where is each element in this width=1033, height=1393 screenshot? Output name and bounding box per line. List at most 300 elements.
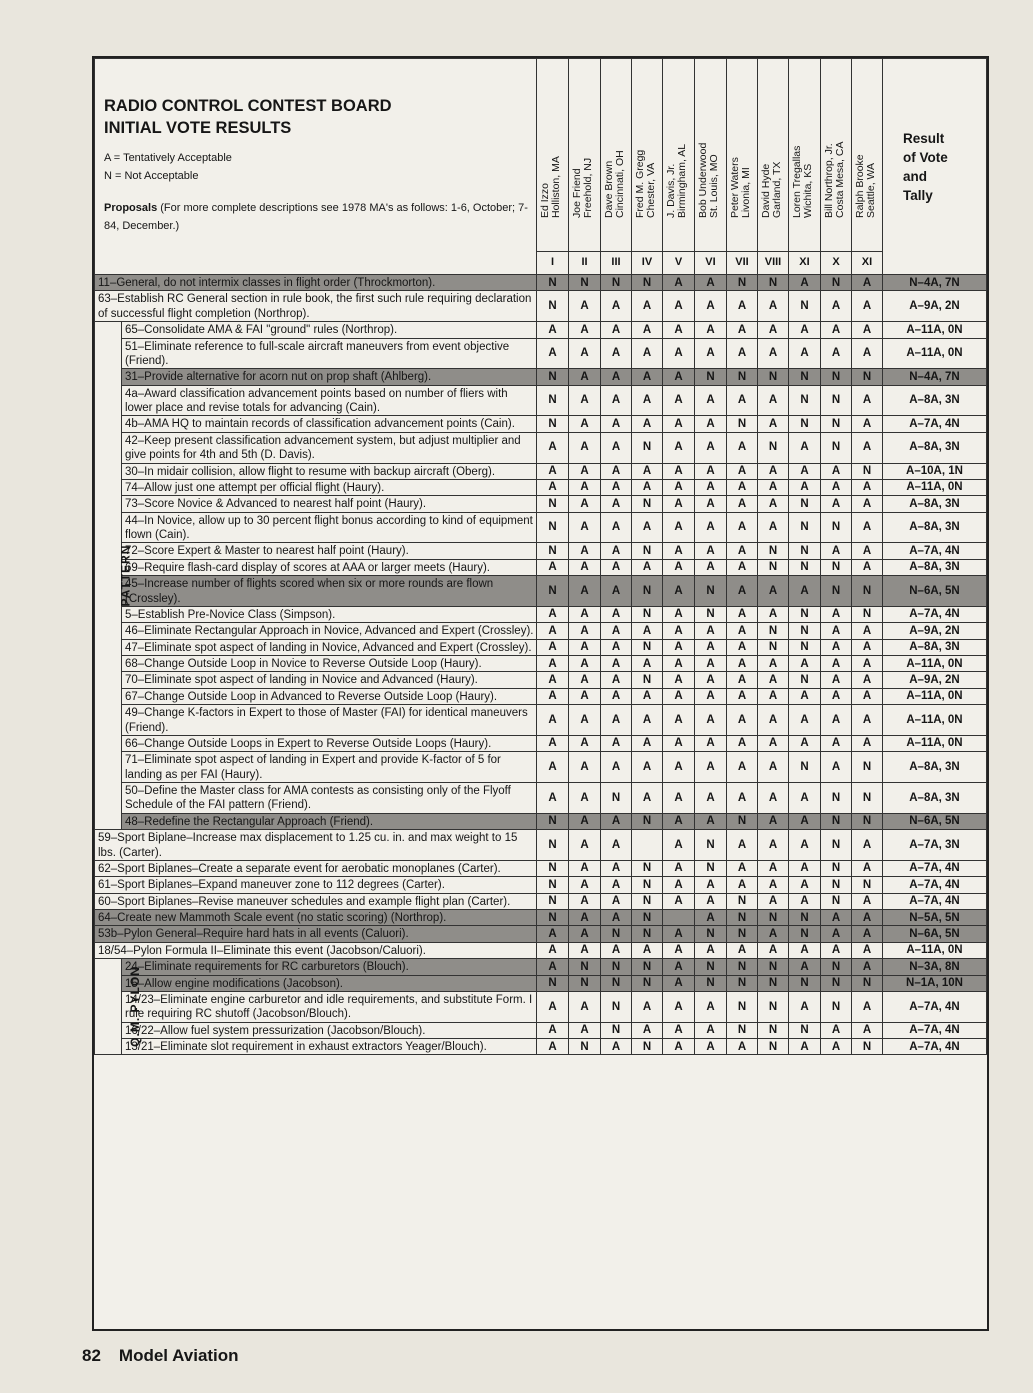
vote-cell: A [695, 496, 727, 512]
proposal-rows [95, 275, 987, 1055]
vote-cell: A [789, 942, 821, 958]
vote-cell: A [663, 322, 695, 338]
judge-number: III [601, 252, 632, 275]
judge-name-location [666, 86, 688, 218]
vote-cell: A [695, 877, 727, 893]
vote-cell: A [632, 942, 663, 958]
judge-name-location [824, 86, 846, 218]
vote-cell: A [695, 910, 727, 926]
vote-cell: A [601, 543, 632, 559]
vote-cell: A [569, 291, 601, 322]
vote-cell: A [727, 942, 758, 958]
vote-cell: A [601, 942, 632, 958]
result-tally: A–8A, 3N [883, 432, 987, 463]
proposal-text: 15–Allow engine modifications (Jacobson). [122, 975, 537, 991]
vote-cell: N [727, 369, 758, 385]
vote-cell: N [789, 543, 821, 559]
vote-cell: A [852, 860, 883, 876]
vote-cell: N [758, 432, 789, 463]
vote-cell: A [758, 576, 789, 607]
vote-cell: A [852, 688, 883, 704]
result-tally: N–3A, 8N [883, 959, 987, 975]
vote-cell: A [569, 656, 601, 672]
vote-cell: N [789, 623, 821, 639]
vote-cell: A [821, 656, 852, 672]
judge-header [632, 59, 663, 252]
vote-cell: N [537, 369, 569, 385]
vote-cell: A [789, 877, 821, 893]
vote-cell: N [632, 496, 663, 512]
judge-name: Ralph Brooke [854, 154, 866, 218]
vote-cell: A [852, 991, 883, 1022]
vote-cell: A [569, 416, 601, 432]
vote-cell: N [789, 606, 821, 622]
vote-cell: A [695, 291, 727, 322]
proposal-text: 46–Eliminate Rectangular Approach in Novice, Advanced and Expert (Crossley). [122, 623, 537, 639]
vote-cell: A [758, 688, 789, 704]
vote-cell: N [789, 926, 821, 942]
vote-cell: N [821, 416, 852, 432]
vote-cell: A [695, 735, 727, 751]
vote-cell: N [789, 975, 821, 991]
judge-name: J. Davis, Jr. [665, 163, 677, 218]
result-tally: A–11A, 0N [883, 479, 987, 495]
vote-cell: A [852, 735, 883, 751]
vote-cell: N [821, 877, 852, 893]
vote-cell: N [789, 291, 821, 322]
vote-cell: N [789, 639, 821, 655]
vote-cell: A [663, 463, 695, 479]
proposal-text: 65–Consolidate AMA & FAI "ground" rules (Northrop). [122, 322, 537, 338]
judge-header [601, 59, 632, 252]
proposal-row [95, 385, 987, 416]
vote-cell: A [695, 942, 727, 958]
judge-header [821, 59, 852, 252]
vote-cell: A [663, 385, 695, 416]
vote-cell: N [569, 1039, 601, 1055]
vote-cell: A [569, 893, 601, 909]
vote-cell: N [537, 543, 569, 559]
result-tally: A–7A, 4N [883, 991, 987, 1022]
vote-cell: A [537, 623, 569, 639]
vote-cell: N [537, 385, 569, 416]
result-tally: A–7A, 4N [883, 877, 987, 893]
vote-cell: A [727, 877, 758, 893]
proposal-text: 66–Change Outside Loops in Expert to Reverse Outside Loops (Haury). [122, 735, 537, 751]
vote-cell: A [758, 338, 789, 369]
vote-cell: A [663, 926, 695, 942]
judge-header [569, 59, 601, 252]
judge-number: XI [852, 252, 883, 275]
judge-location: Holliston, MA [550, 156, 562, 218]
proposal-row [95, 942, 987, 958]
vote-cell: N [727, 813, 758, 829]
vote-cell: A [789, 322, 821, 338]
result-tally: A–8A, 3N [883, 496, 987, 512]
vote-cell: A [758, 416, 789, 432]
vote-cell: A [758, 672, 789, 688]
vote-cell: A [758, 893, 789, 909]
vote-cell: N [537, 910, 569, 926]
vote-cell: A [821, 735, 852, 751]
vote-cell: A [789, 893, 821, 909]
vote-cell: A [852, 559, 883, 575]
vote-cell: A [727, 512, 758, 543]
vote-cell: A [537, 783, 569, 814]
vote-cell: A [632, 479, 663, 495]
vote-cell: N [601, 1022, 632, 1038]
vote-cell: N [758, 543, 789, 559]
vote-cell: N [789, 385, 821, 416]
vote-cell: A [727, 688, 758, 704]
proposal-row [95, 735, 987, 751]
vote-cell: A [758, 385, 789, 416]
vote-cell: N [758, 559, 789, 575]
vote-cell: N [632, 926, 663, 942]
vote-cell: A [663, 830, 695, 861]
judge-name-location [761, 86, 783, 218]
vote-cell: A [852, 479, 883, 495]
vote-cell: A [663, 975, 695, 991]
vote-cell: A [537, 432, 569, 463]
judge-location: Livonia, MI [740, 167, 752, 218]
proposal-text: 30–In midair collision, allow flight to resume with backup aircraft (Oberg). [122, 463, 537, 479]
vote-cell: A [601, 338, 632, 369]
proposal-row [95, 543, 987, 559]
vote-cell: A [569, 830, 601, 861]
proposal-text: 13/21–Eliminate slot requirement in exhaust extractors Yeager/Blouch). [122, 1039, 537, 1055]
vote-cell: A [601, 512, 632, 543]
vote-cell: N [601, 275, 632, 291]
vote-cell: A [821, 606, 852, 622]
vote-cell: A [727, 385, 758, 416]
vote-cell: A [663, 369, 695, 385]
vote-cell: A [727, 338, 758, 369]
result-tally: A–11A, 0N [883, 688, 987, 704]
vote-cell: A [695, 752, 727, 783]
vote-cell: A [727, 322, 758, 338]
vote-cell: N [789, 559, 821, 575]
vote-cell: A [821, 623, 852, 639]
vote-cell: A [569, 910, 601, 926]
vote-cell: A [537, 942, 569, 958]
vote-cell: A [821, 942, 852, 958]
vote-cell: A [569, 479, 601, 495]
vote-cell: A [852, 496, 883, 512]
vote-cell: N [537, 877, 569, 893]
result-tally: A–11A, 0N [883, 656, 987, 672]
proposal-text: 71–Eliminate spot aspect of landing in Expert and provide K-factor of 5 for landing as per FAI (Haury). [122, 752, 537, 783]
proposal-text: 64–Create new Mammoth Scale event (no static scoring) (Northrop). [95, 910, 537, 926]
vote-cell: N [537, 860, 569, 876]
vote-cell: A [537, 1039, 569, 1055]
vote-cell: N [537, 512, 569, 543]
vote-cell: A [569, 496, 601, 512]
vote-cell: N [569, 975, 601, 991]
result-tally: A–9A, 2N [883, 623, 987, 639]
vote-cell: N [632, 639, 663, 655]
proposal-row [95, 338, 987, 369]
vote-cell: A [663, 1022, 695, 1038]
vote-cell: A [601, 830, 632, 861]
proposals-note-text: (For more complete descriptions see 1978 MA's as follows: 1-6, October; 7-84, December.) [104, 202, 528, 232]
judge-name: Joe Friend [571, 168, 583, 218]
result-tally: A–7A, 3N [883, 830, 987, 861]
vote-cell: A [852, 338, 883, 369]
vote-cell: A [695, 416, 727, 432]
result-tally: N–6A, 5N [883, 926, 987, 942]
vote-cell: N [789, 369, 821, 385]
result-tally: A–8A, 3N [883, 385, 987, 416]
proposal-text: 45–Increase number of flights scored when six or more rounds are flown (Crossley). [122, 576, 537, 607]
vote-cell: A [601, 688, 632, 704]
proposal-row [95, 512, 987, 543]
vote-cell: N [695, 606, 727, 622]
proposal-text: 50–Define the Master class for AMA contests as consisting only of the Flyoff Schedule of the FAI pattern (Friend). [122, 783, 537, 814]
proposal-row [95, 926, 987, 942]
vote-cell: A [601, 910, 632, 926]
vote-cell: A [601, 705, 632, 736]
vote-cell: A [601, 416, 632, 432]
vote-cell: A [632, 783, 663, 814]
vote-cell: N [537, 275, 569, 291]
vote-cell: N [601, 991, 632, 1022]
vote-cell: A [663, 672, 695, 688]
publication-name: Model Aviation [118, 1346, 239, 1365]
vote-cell: A [789, 735, 821, 751]
vote-cell: A [695, 1039, 727, 1055]
result-header-line-4: Tally [903, 187, 933, 203]
vote-cell: A [727, 559, 758, 575]
proposal-row [95, 893, 987, 909]
proposal-text: 70–Eliminate spot aspect of landing in Novice and Advanced (Haury). [122, 672, 537, 688]
vote-cell: N [727, 416, 758, 432]
judge-name-location [540, 86, 562, 218]
vote-cell: A [695, 275, 727, 291]
vote-cell: A [695, 705, 727, 736]
vote-cell: A [852, 959, 883, 975]
vote-cell: N [852, 975, 883, 991]
vote-cell: A [663, 705, 695, 736]
vote-cell: A [727, 860, 758, 876]
vote-cell: N [852, 877, 883, 893]
vote-cell: N [852, 813, 883, 829]
proposal-row [95, 639, 987, 655]
vote-cell: N [758, 639, 789, 655]
vote-cell: A [569, 432, 601, 463]
vote-cell: A [695, 783, 727, 814]
vote-cell: A [663, 338, 695, 369]
vote-cell: N [695, 975, 727, 991]
vote-cell: A [632, 623, 663, 639]
vote-cell: A [758, 942, 789, 958]
vote-cell: A [663, 813, 695, 829]
proposals-note [104, 199, 530, 235]
proposal-row [95, 672, 987, 688]
vote-cell: A [789, 783, 821, 814]
judge-name-location [572, 86, 594, 218]
proposal-row [95, 275, 987, 291]
vote-cell: A [601, 813, 632, 829]
vote-cell: A [695, 512, 727, 543]
vote-cell: A [789, 432, 821, 463]
vote-cell: A [821, 926, 852, 942]
result-tally: A–7A, 4N [883, 893, 987, 909]
vote-cell: A [601, 291, 632, 322]
vote-cell: N [727, 991, 758, 1022]
vote-cell: A [601, 432, 632, 463]
judge-location: Seattle, WA [865, 162, 877, 218]
vote-cell: A [789, 576, 821, 607]
vote-cell: A [789, 991, 821, 1022]
vote-cell: A [632, 559, 663, 575]
vote-cell: A [695, 559, 727, 575]
vote-cell: N [852, 606, 883, 622]
vote-cell: A [632, 688, 663, 704]
vote-cell: A [695, 893, 727, 909]
proposals-label: Proposals [104, 202, 158, 214]
proposal-row [95, 783, 987, 814]
vote-cell: N [758, 1022, 789, 1038]
vote-cell: A [601, 1039, 632, 1055]
proposal-text: 63–Establish RC General section in rule book, the first such rule requiring declaration of successful flight completion (Northrop). [95, 291, 537, 322]
proposal-text: 4a–Award classification advancement points based on number of fliers with lower place and revise totals for advancing (Cain). [122, 385, 537, 416]
result-tally: A–7A, 4N [883, 1022, 987, 1038]
result-header-line-2: of Vote [903, 149, 948, 165]
vote-cell: A [758, 479, 789, 495]
vote-cell: N [695, 576, 727, 607]
vote-cell: A [727, 1039, 758, 1055]
vote-cell: A [727, 576, 758, 607]
vote-cell: N [789, 910, 821, 926]
vote-cell: A [663, 991, 695, 1022]
proposal-text: 18/54–Pylon Formula II–Eliminate this event (Jacobson/Caluori). [95, 942, 537, 958]
vote-cell: A [663, 752, 695, 783]
vote-cell: A [601, 385, 632, 416]
proposal-text: 44–In Novice, allow up to 30 percent flight bonus according to kind of equipment flown (Cain). [122, 512, 537, 543]
vote-cell: A [663, 606, 695, 622]
vote-cell: A [569, 735, 601, 751]
legend-not-acceptable: N = Not Acceptable [104, 170, 199, 182]
vote-cell: A [852, 416, 883, 432]
results-table-frame [92, 56, 989, 1331]
vote-cell: N [852, 752, 883, 783]
proposal-row [95, 479, 987, 495]
vote-cell: A [537, 1022, 569, 1038]
group-label-pattern [95, 322, 133, 830]
vote-cell: A [537, 991, 569, 1022]
vote-cell: N [727, 275, 758, 291]
vote-cell: A [569, 385, 601, 416]
judge-name: Fred M. Gregg [634, 149, 646, 218]
vote-cell: A [569, 860, 601, 876]
proposal-row [95, 322, 987, 338]
vote-cell: N [632, 813, 663, 829]
vote-cell: A [727, 656, 758, 672]
vote-cell: A [789, 463, 821, 479]
vote-cell: A [663, 416, 695, 432]
vote-cell: A [569, 512, 601, 543]
judge-number: I [537, 252, 569, 275]
proposal-text: 62–Sport Biplanes–Create a separate event for aerobatic monoplanes (Carter). [95, 860, 537, 876]
vote-cell: A [632, 1022, 663, 1038]
vote-cell: A [601, 623, 632, 639]
vote-cell: A [537, 479, 569, 495]
page-number: 82 [82, 1346, 101, 1365]
vote-cell: A [695, 322, 727, 338]
vote-cell: N [727, 926, 758, 942]
vote-cell: A [695, 656, 727, 672]
vote-cell: A [821, 338, 852, 369]
vote-cell: A [852, 275, 883, 291]
vote-cell: N [632, 275, 663, 291]
vote-cell: A [789, 338, 821, 369]
result-tally: A–10A, 1N [883, 463, 987, 479]
vote-cell: A [663, 735, 695, 751]
judge-name-location [698, 86, 720, 218]
proposal-row [95, 656, 987, 672]
result-tally: N–4A, 7N [883, 275, 987, 291]
vote-cell: A [727, 783, 758, 814]
vote-cell: A [569, 942, 601, 958]
judge-name: Peter Waters [729, 157, 741, 218]
vote-cell: A [789, 813, 821, 829]
vote-cell: A [632, 656, 663, 672]
vote-cell: A [663, 543, 695, 559]
proposal-text: 24–Eliminate requirements for RC carburetors (Blouch). [122, 959, 537, 975]
vote-cell: A [601, 559, 632, 575]
vote-cell: N [789, 512, 821, 543]
result-tally: A–8A, 3N [883, 512, 987, 543]
vote-cell: N [632, 893, 663, 909]
vote-cell: N [727, 1022, 758, 1038]
vote-cell: N [601, 783, 632, 814]
vote-cell: A [695, 543, 727, 559]
vote-cell: A [758, 656, 789, 672]
vote-cell: A [852, 639, 883, 655]
result-tally: A–9A, 2N [883, 291, 987, 322]
vote-cell: A [537, 705, 569, 736]
proposal-row [95, 813, 987, 829]
vote-cell: A [821, 291, 852, 322]
vote-cell: A [758, 830, 789, 861]
vote-cell: A [569, 926, 601, 942]
vote-cell: N [789, 496, 821, 512]
vote-cell [632, 830, 663, 861]
vote-cell: A [789, 1039, 821, 1055]
result-tally: A–7A, 4N [883, 606, 987, 622]
result-tally: A–11A, 0N [883, 735, 987, 751]
vote-cell: N [601, 959, 632, 975]
vote-cell: A [695, 688, 727, 704]
vote-cell: N [789, 1022, 821, 1038]
vote-cell: A [663, 1039, 695, 1055]
proposal-text: 51–Eliminate reference to full-scale aircraft maneuvers from event objective (Friend). [122, 338, 537, 369]
vote-cell: A [569, 877, 601, 893]
vote-cell: A [663, 783, 695, 814]
vote-cell: A [537, 656, 569, 672]
result-tally: A–9A, 2N [883, 672, 987, 688]
vote-cell: A [569, 813, 601, 829]
judge-location: Cincinnati, OH [614, 150, 626, 218]
vote-cell: N [601, 926, 632, 942]
vote-cell: A [569, 322, 601, 338]
vote-cell: A [695, 338, 727, 369]
vote-cell: A [601, 496, 632, 512]
judge-name: Bob Underwood [697, 142, 709, 218]
result-tally: A–11A, 0N [883, 322, 987, 338]
vote-cell: A [632, 322, 663, 338]
